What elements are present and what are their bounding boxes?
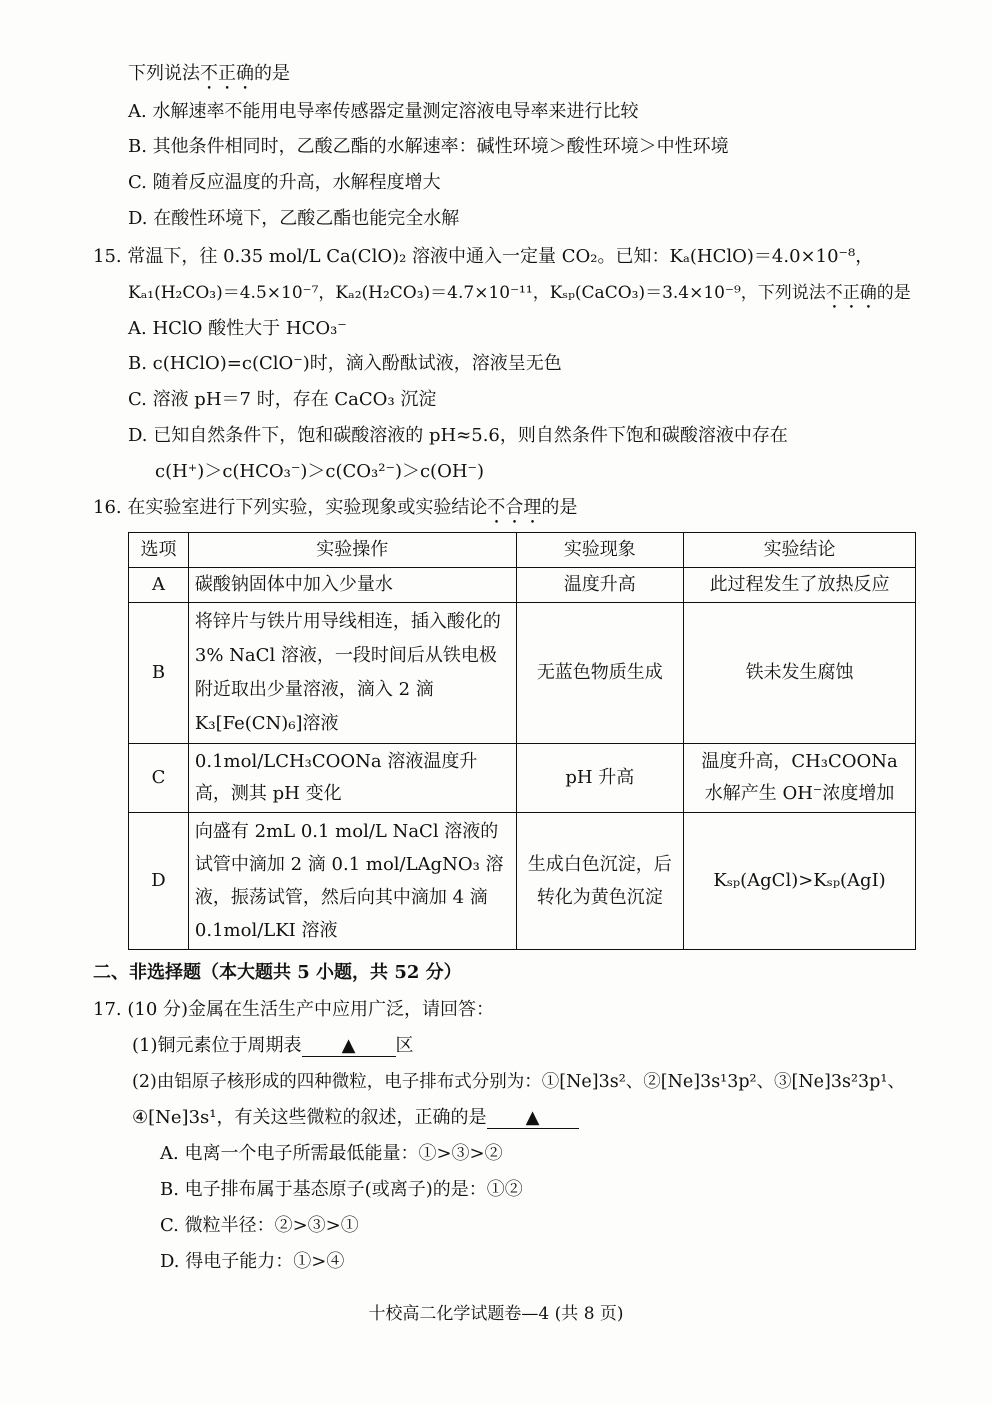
q15-stem-line2-pre: Kₐ₁(H₂CO₃)＝4.5×10⁻⁷，Kₐ₂(H₂CO₃)＝4.7×10⁻¹¹，Kₛₚ(CaCO₃)＝3.4×10⁻⁹，下列说法 [128, 283, 826, 303]
row-operation: 碳酸钠固体中加入少量水 [188, 568, 516, 603]
q16-stem-post: 的是 [541, 497, 578, 518]
q16-stem-pre: 16. 在实验室进行下列实验，实验现象或实验结论 [93, 497, 488, 518]
answer-blank: ▲ [302, 1036, 396, 1057]
q14-option-b: B. 其他条件相同时，乙酸乙酯的水解速率：碱性环境＞酸性环境＞中性环境 [128, 136, 729, 157]
q17-part2-line2-pre: ④[Ne]3s¹，有关这些微粒的叙述，正确的是 [132, 1107, 487, 1128]
row-conclusion: 铁未发生腐蚀 [684, 603, 916, 744]
table-row [129, 603, 916, 744]
q16-stem [93, 496, 577, 528]
q16-stem-emphasis: 不合理 [487, 497, 542, 518]
table-row [129, 568, 916, 603]
table-header-row [129, 533, 916, 568]
q15-option-d: D. 已知自然条件下，饱和碳酸溶液的 pH≈5.6，则自然条件下饱和碳酸溶液中存在 [128, 425, 788, 446]
q15-stem-line1: 15. 常温下，往 0.35 mol/L Ca(ClO)₂ 溶液中通入一定量 CO₂。已知：Kₐ(HClO)＝4.0×10⁻⁸， [93, 246, 874, 267]
q14-stem-post: 的是 [254, 63, 290, 84]
q14-stem-emphasis: 不正确 [200, 63, 254, 84]
q15-option-a: A. HClO 酸性大于 HCO₃⁻ [128, 318, 347, 339]
experiment-table [128, 532, 916, 950]
row-phenomenon: 生成白色沉淀，后转化为黄色沉淀 [516, 813, 684, 950]
row-operation: 将锌片与铁片用导线相连，插入酸化的 3% NaCl 溶液，一段时间后从铁电极附近取出少量溶液，滴入 2 滴 K₃[Fe(CN)₆]溶液 [188, 603, 516, 744]
q15-option-d-continuation: c(H⁺)＞c(HCO₃⁻)＞c(CO₃²⁻)＞c(OH⁻) [155, 461, 485, 482]
q17-part1-pre: (1)铜元素位于周期表 [132, 1035, 302, 1056]
q17-option-d: D. 得电子能力：①>④ [160, 1251, 345, 1272]
q15-stem-line2 [128, 281, 911, 313]
q15-option-c: C. 溶液 pH＝7 时，存在 CaCO₃ 沉淀 [128, 389, 437, 410]
q17-part1-post: 区 [395, 1035, 414, 1056]
header-phenomenon: 实验现象 [516, 533, 684, 568]
q14-stem [128, 62, 290, 94]
row-option: B [129, 603, 189, 744]
page-footer: 十校高二化学试题卷—4 (共 8 页) [368, 1304, 624, 1324]
section-heading: 二、非选择题（本大题共 5 小题，共 52 分） [93, 962, 462, 983]
q14-option-d: D. 在酸性环境下，乙酸乙酯也能完全水解 [128, 208, 460, 229]
row-phenomenon: pH 升高 [516, 744, 684, 813]
row-option: D [129, 813, 189, 950]
row-option: C [129, 744, 189, 813]
row-operation: 向盛有 2mL 0.1 mol/L NaCl 溶液的试管中滴加 2 滴 0.1 mol/LAgNO₃ 溶液，振荡试管，然后向其中滴加 4 滴 0.1mol/LKI 溶液 [188, 813, 516, 950]
q15-stem-line2-post: 的是 [876, 283, 911, 303]
header-conclusion: 实验结论 [684, 533, 916, 568]
table-row [129, 813, 916, 950]
row-operation: 0.1mol/LCH₃COONa 溶液温度升高，测其 pH 变化 [188, 744, 516, 813]
q14-option-c: C. 随着反应温度的升高，水解程度增大 [128, 172, 441, 193]
q14-option-a: A. 水解速率不能用电导率传感器定量测定溶液电导率来进行比较 [128, 101, 639, 122]
q17-stem: 17. (10 分)金属在生活生产中应用广泛，请回答： [93, 999, 495, 1020]
row-option: A [129, 568, 189, 603]
q17-option-b: B. 电子排布属于基态原子(或离子)的是：①② [160, 1179, 523, 1200]
header-operation: 实验操作 [188, 533, 516, 568]
row-phenomenon: 无蓝色物质生成 [516, 603, 684, 744]
q17-option-c: C. 微粒半径：②>③>① [160, 1215, 359, 1236]
q17-part1 [132, 1034, 414, 1058]
row-conclusion: 此过程发生了放热反应 [684, 568, 916, 603]
header-option: 选项 [129, 533, 189, 568]
row-phenomenon: 温度升高 [516, 568, 684, 603]
q15-option-b: B. c(HClO)=c(ClO⁻)时，滴入酚酞试液，溶液呈无色 [128, 353, 562, 374]
q17-option-a: A. 电离一个电子所需最低能量：①>③>② [160, 1143, 503, 1164]
q17-part2-line1: (2)由铝原子核形成的四种微粒，电子排布式分别为：①[Ne]3s²、②[Ne]3s¹3p²、③[Ne]3s²3p¹、 [132, 1072, 905, 1092]
q14-stem-pre: 下列说法 [128, 63, 200, 84]
row-conclusion: Kₛₚ(AgCl)>Kₛₚ(AgI) [684, 813, 916, 950]
table-row [129, 744, 916, 813]
row-conclusion: 温度升高，CH₃COONa 水解产生 OH⁻浓度增加 [684, 744, 916, 813]
answer-blank: ▲ [487, 1108, 579, 1129]
q17-part2-line2 [132, 1106, 579, 1130]
q15-stem-emphasis: 不正确 [825, 283, 877, 303]
